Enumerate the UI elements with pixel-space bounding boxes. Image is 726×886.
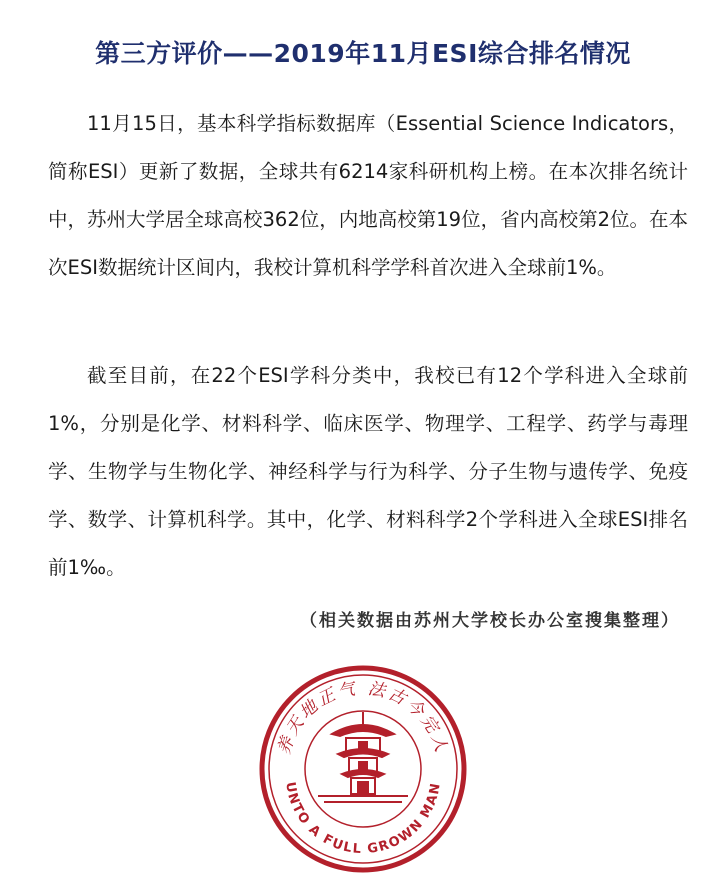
university-seal-icon	[258, 664, 468, 874]
article-paragraph-1: 11月15日，基本科学指标数据库（Essential Science Indicators，简称ESI）更新了数据，全球共有6214家科研机构上榜。在本次排名统计中，苏州大学居全球高校362位，内地高校第19位，省内高校第2位。在本次ESI数据统计区间内，我校计算机科学学科首次进入全球前1%。	[48, 112, 688, 279]
seal-top-text: 养天地正气 法古今完人	[274, 678, 452, 758]
article-paragraph-2: 截至目前，在22个ESI学科分类中，我校已有12个学科进入全球前1%，分别是化学、材料科学、临床医学、物理学、工程学、药学与毒理学、生物学与生物化学、神经科学与行为科学、分子生物与遗传学、免疫学、数学、计算机科学。其中，化学、材料科学2个学科进入全球ESI排名前1‰。	[48, 364, 688, 579]
seal-bottom-text: UNTO A FULL GROWN MAN	[282, 780, 444, 858]
source-note: （相关数据由苏州大学校长办公室搜集整理）	[300, 611, 680, 631]
article-title: 第三方评价——2019年11月ESI综合排名情况	[95, 39, 631, 68]
